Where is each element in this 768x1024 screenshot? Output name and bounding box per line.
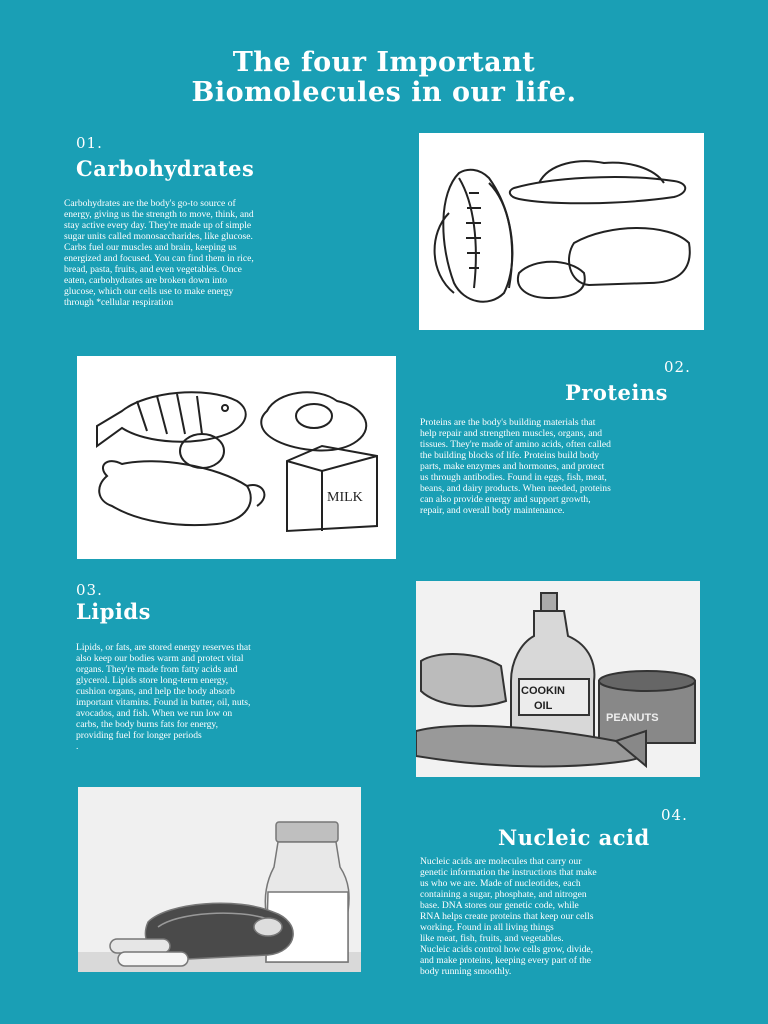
oil-bottle-peanuts-fish-illustration-icon (416, 581, 700, 777)
body-carbohydrates: Carbohydrates are the body's go-to source of energy, giving us the strength to move, think, and stay active every day. They're made up of simple sugar units called monosaccharides, like glucose. Carbs fuel our muscles and brain, keeping us energized and focused. You can find them in rice, bread, pasta, fruits, and even vegetables. Once eaten, carbohydrates are broken down into glucose, which our cells use to make energy through *cellular respiration (64, 198, 254, 308)
lipids-image (416, 581, 700, 777)
heading-nucleic-acid: Nucleic acid (498, 825, 650, 850)
heading-lipids: Lipids (76, 599, 151, 624)
section-number-proteins: 02. (664, 358, 691, 376)
body-nucleic-acid: Nucleic acids are molecules that carry our genetic information the instructions that make us who we are. Made of nucleotides, each containing a sugar, phosphate, and nitrogen base. DNA stores our genetic code, while RNA helps create proteins that keep our cells working. Found in all living things like meat, fish, fruits, and vegetables. Nucleic acids control how cells grow, divide, and make proteins, keeping every part of the body running smoothly. (420, 856, 597, 977)
body-proteins: Proteins are the body's building materials that help repair and strengthen muscles, organs, and tissues. They're made of amino acids, often called the building blocks of life. Proteins build body parts, make enzymes and hormones, and protect us through antibodies. Found in eggs, fish, meat, beans, and dairy products. When needed, proteins can also provide energy and support growth, repair, and overall body maintenance. (420, 417, 611, 516)
oil-label-2: OIL (534, 700, 553, 712)
carbohydrates-image (419, 133, 704, 330)
page-title (0, 48, 768, 108)
section-number-lipids: 03. (76, 581, 103, 599)
heading-carbohydrates: Carbohydrates (76, 156, 255, 181)
title-line-1: The four Important (232, 47, 536, 78)
corn-rice-bread-illustration-icon (419, 133, 704, 330)
title-line-2: Biomolecules in our life. (191, 77, 577, 108)
body-lipids: Lipids, or fats, are stored energy reserves that also keep our bodies warm and protect vital organs. They're made from fatty acids and glycerol. Lipids store long-term energy, cushion organs, and help the body absorb important vitamins. Found in butter, oil, nuts, avocados, and fish. When we run low on carbs, the body burns fats for energy, providing fuel for longer periods . (76, 642, 251, 752)
nucleic-acid-image (78, 787, 361, 972)
milk-bottle-steak-illustration-icon (78, 787, 361, 972)
section-number-nucleic-acid: 04. (661, 806, 688, 824)
heading-proteins: Proteins (565, 380, 668, 405)
peanuts-label: PEANUTS (606, 712, 659, 724)
section-number-carbohydrates: 01. (76, 134, 103, 152)
fish-eggs-chicken-milk-illustration-icon (77, 356, 396, 559)
proteins-image (77, 356, 396, 559)
milk-label: MILK (327, 490, 363, 505)
oil-label-1: COOKIN (521, 685, 565, 697)
